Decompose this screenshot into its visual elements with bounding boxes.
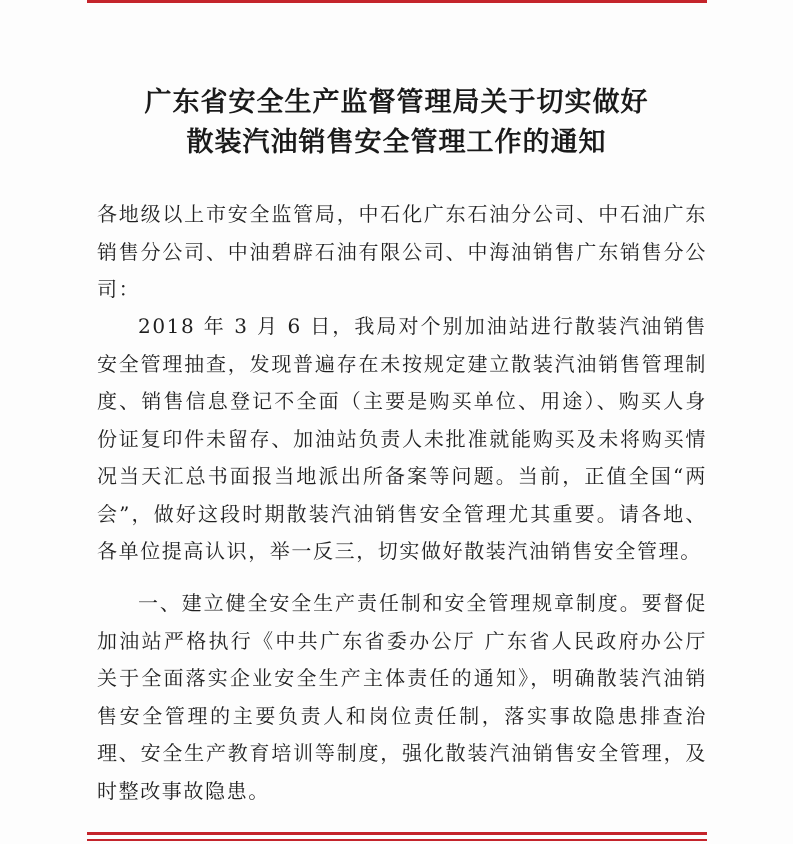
top-red-rule [87,0,707,3]
body-paragraph-1: 2018 年 3 月 6 日，我局对个别加油站进行散装汽油销售安全管理抽查，发现普遍存在未按规定建立散装汽油销售管理制度、销售信息登记不全面（主要是购买单位、用途）、购买人身份证复印件未留存、加油站负责人未批准就能购买及未将购买情况当天汇总书面报当地派出所备案等问题。当前，正值全国“两会”，做好这段时期散装汽油销售安全管理尤其重要。请各地、各单位提高认识，举一反三，切实做好散装汽油销售安全管理。 [97,314,707,563]
bottom-red-rule [87,832,707,835]
document-title-line-1: 广东省安全生产监督管理局关于切实做好 [144,87,649,118]
addressee-paragraph: 各地级以上市安全监管局，中石化广东石油分公司、中石油广东销售分公司、中油碧辟石油有限公司、中海油销售广东销售分公司： [97,202,707,301]
document-title-line-2: 散装汽油销售安全管理工作的通知 [186,127,607,158]
bottom-red-rule-thin [87,839,707,841]
body-paragraph-2: 一、建立健全安全生产责任制和安全管理规章制度。要督促加油站严格执行《中共广东省委办公厅 广东省人民政府办公厅关于全面落实企业安全生产主体责任的通知》，明确散装汽油销售安全管理的主要负责人和岗位责任制，落实事故隐患排查治理、安全生产教育培训等制度，强化散装汽油销售安全管理，及时整改事故隐患。 [97,591,707,803]
